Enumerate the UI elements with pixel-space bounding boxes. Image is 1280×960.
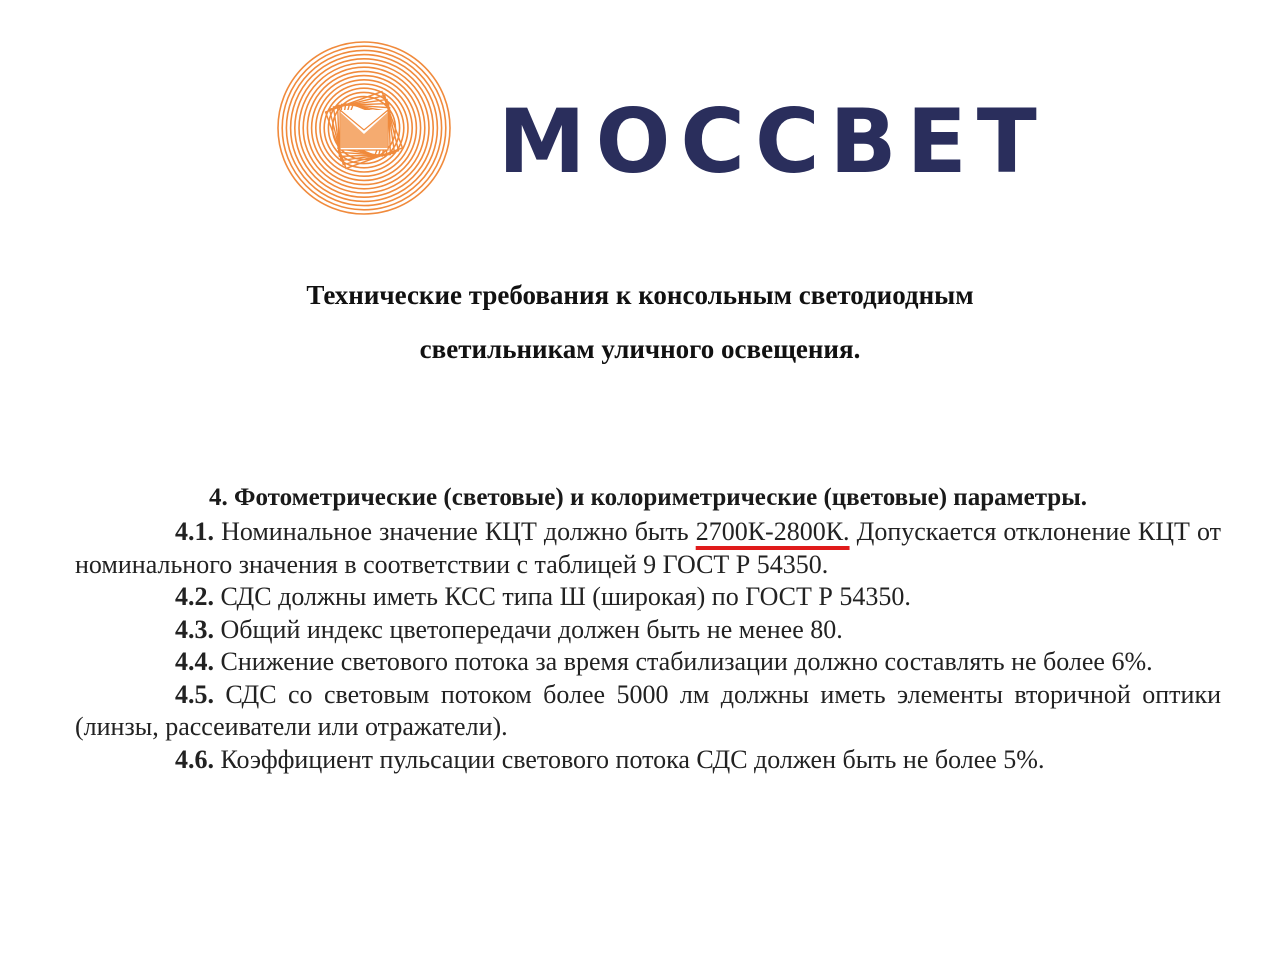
item-text: Номинальное значение КЦТ должно быть bbox=[214, 517, 696, 546]
item-text: Общий индекс цветопередачи должен быть не менее 80. bbox=[214, 614, 843, 644]
paragraph-4-2 bbox=[75, 581, 1221, 614]
logo-wordmark: МОССВЕТ bbox=[498, 90, 1047, 193]
item-number: 4.5. bbox=[175, 679, 214, 709]
highlighted-cct-range: 2700К-2800К. bbox=[695, 517, 850, 546]
paragraph-4-6 bbox=[75, 744, 1221, 777]
item-text: СДС со световым потоком более 5000 лм должны иметь элементы вторичной оптики (линзы, рассеиватели или отражатели). bbox=[75, 679, 1221, 741]
item-text: Коэффициент пульсации светового потока СДС должен быть не более 5%. bbox=[214, 744, 1045, 774]
paragraph-4-1 bbox=[75, 516, 1221, 581]
document-title bbox=[0, 268, 1280, 376]
item-text: СДС должны иметь КСС типа Ш (широкая) по ГОСТ Р 54350. bbox=[214, 582, 911, 611]
item-text: Снижение светового потока за время стабилизации должно составлять не более 6%. bbox=[214, 647, 1153, 676]
item-number: 4.4. bbox=[175, 647, 214, 676]
item-number: 4.1. bbox=[175, 517, 214, 546]
title-line-2: светильникам уличного освещения. bbox=[419, 334, 861, 364]
section-heading: 4. Фотометрические (световые) и колориметрические (цветовые) параметры. bbox=[209, 484, 1087, 511]
item-number: 4.6. bbox=[175, 744, 214, 774]
mossvet-concentric-square-logo-icon bbox=[276, 40, 452, 216]
item-text: Допускается отклонение КЦТ от номинального значения в соответствии с таблицей 9 ГОСТ Р 54350. bbox=[75, 517, 1221, 579]
paragraph-4-4 bbox=[75, 646, 1221, 679]
item-number: 4.2. bbox=[175, 582, 214, 611]
title-line-1: Технические требования к консольным светодиодным bbox=[306, 280, 974, 310]
section-photometric-parameters bbox=[75, 480, 1221, 776]
paragraph-4-3 bbox=[75, 614, 1221, 647]
paragraph-4-5 bbox=[75, 679, 1221, 744]
item-number: 4.3. bbox=[175, 614, 214, 644]
company-logo bbox=[276, 40, 1047, 222]
